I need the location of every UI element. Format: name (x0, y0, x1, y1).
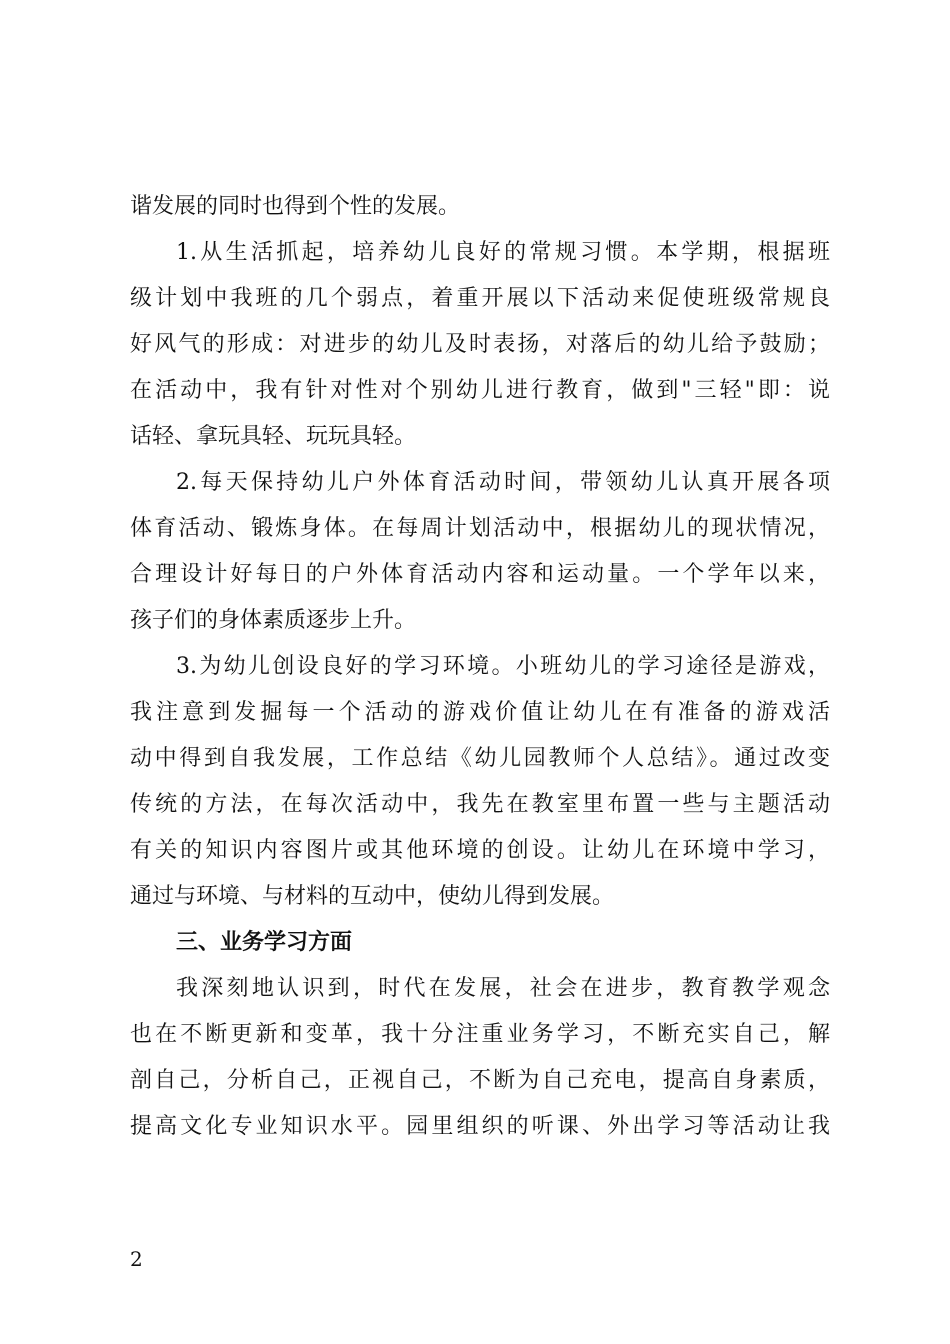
body-line: 有关的知识内容图片或其他环境的创设。让幼儿在环境中学习， (130, 838, 830, 863)
body-line: 体育活动、锻炼身体。在每周计划活动中，根据幼儿的现状情况， (130, 516, 830, 541)
body-line: 提高文化专业知识水平。园里组织的听课、外出学习等活动让我 (130, 1114, 830, 1139)
body-line: 剖自己，分析自己，正视自己，不断为自己充电，提高自身素质， (130, 1068, 830, 1093)
paragraph-3-start: 3.为幼儿创设良好的学习环境。小班幼儿的学习途径是游戏， (176, 654, 830, 679)
paragraph-4-start: 我深刻地认识到，时代在发展，社会在进步，教育教学观念 (176, 976, 830, 1001)
paragraph-1-start: 1.从生活抓起，培养幼儿良好的常规习惯。本学期，根据班 (176, 240, 830, 265)
body-line: 在活动中，我有针对性对个别幼儿进行教育，做到"三轻"即：说 (130, 378, 830, 403)
body-line: 传统的方法，在每次活动中，我先在教室里布置一些与主题活动 (130, 792, 830, 817)
body-line: 动中得到自我发展，工作总结《幼儿园教师个人总结》。通过改变 (130, 746, 830, 771)
page-number: 2 (130, 1247, 143, 1271)
body-line: 话轻、拿玩具轻、玩玩具轻。 (130, 424, 417, 449)
body-line: 级计划中我班的几个弱点，着重开展以下活动来促使班级常规良 (130, 286, 830, 311)
body-line: 谐发展的同时也得到个性的发展。 (130, 194, 461, 219)
body-line: 也在不断更新和变革，我十分注重业务学习，不断充实自己，解 (130, 1022, 830, 1047)
body-line: 我注意到发掘每一个活动的游戏价值让幼儿在有准备的游戏活 (130, 700, 830, 725)
body-line: 孩子们的身体素质逐步上升。 (130, 608, 417, 633)
section-heading: 三、业务学习方面 (176, 930, 353, 955)
body-line: 通过与环境、与材料的互动中，使幼儿得到发展。 (130, 884, 615, 909)
body-line: 合理设计好每日的户外体育活动内容和运动量。一个学年以来， (130, 562, 830, 587)
body-line: 好风气的形成：对进步的幼儿及时表扬，对落后的幼儿给予鼓励； (130, 332, 830, 357)
paragraph-2-start: 2.每天保持幼儿户外体育活动时间，带领幼儿认真开展各项 (176, 470, 830, 495)
